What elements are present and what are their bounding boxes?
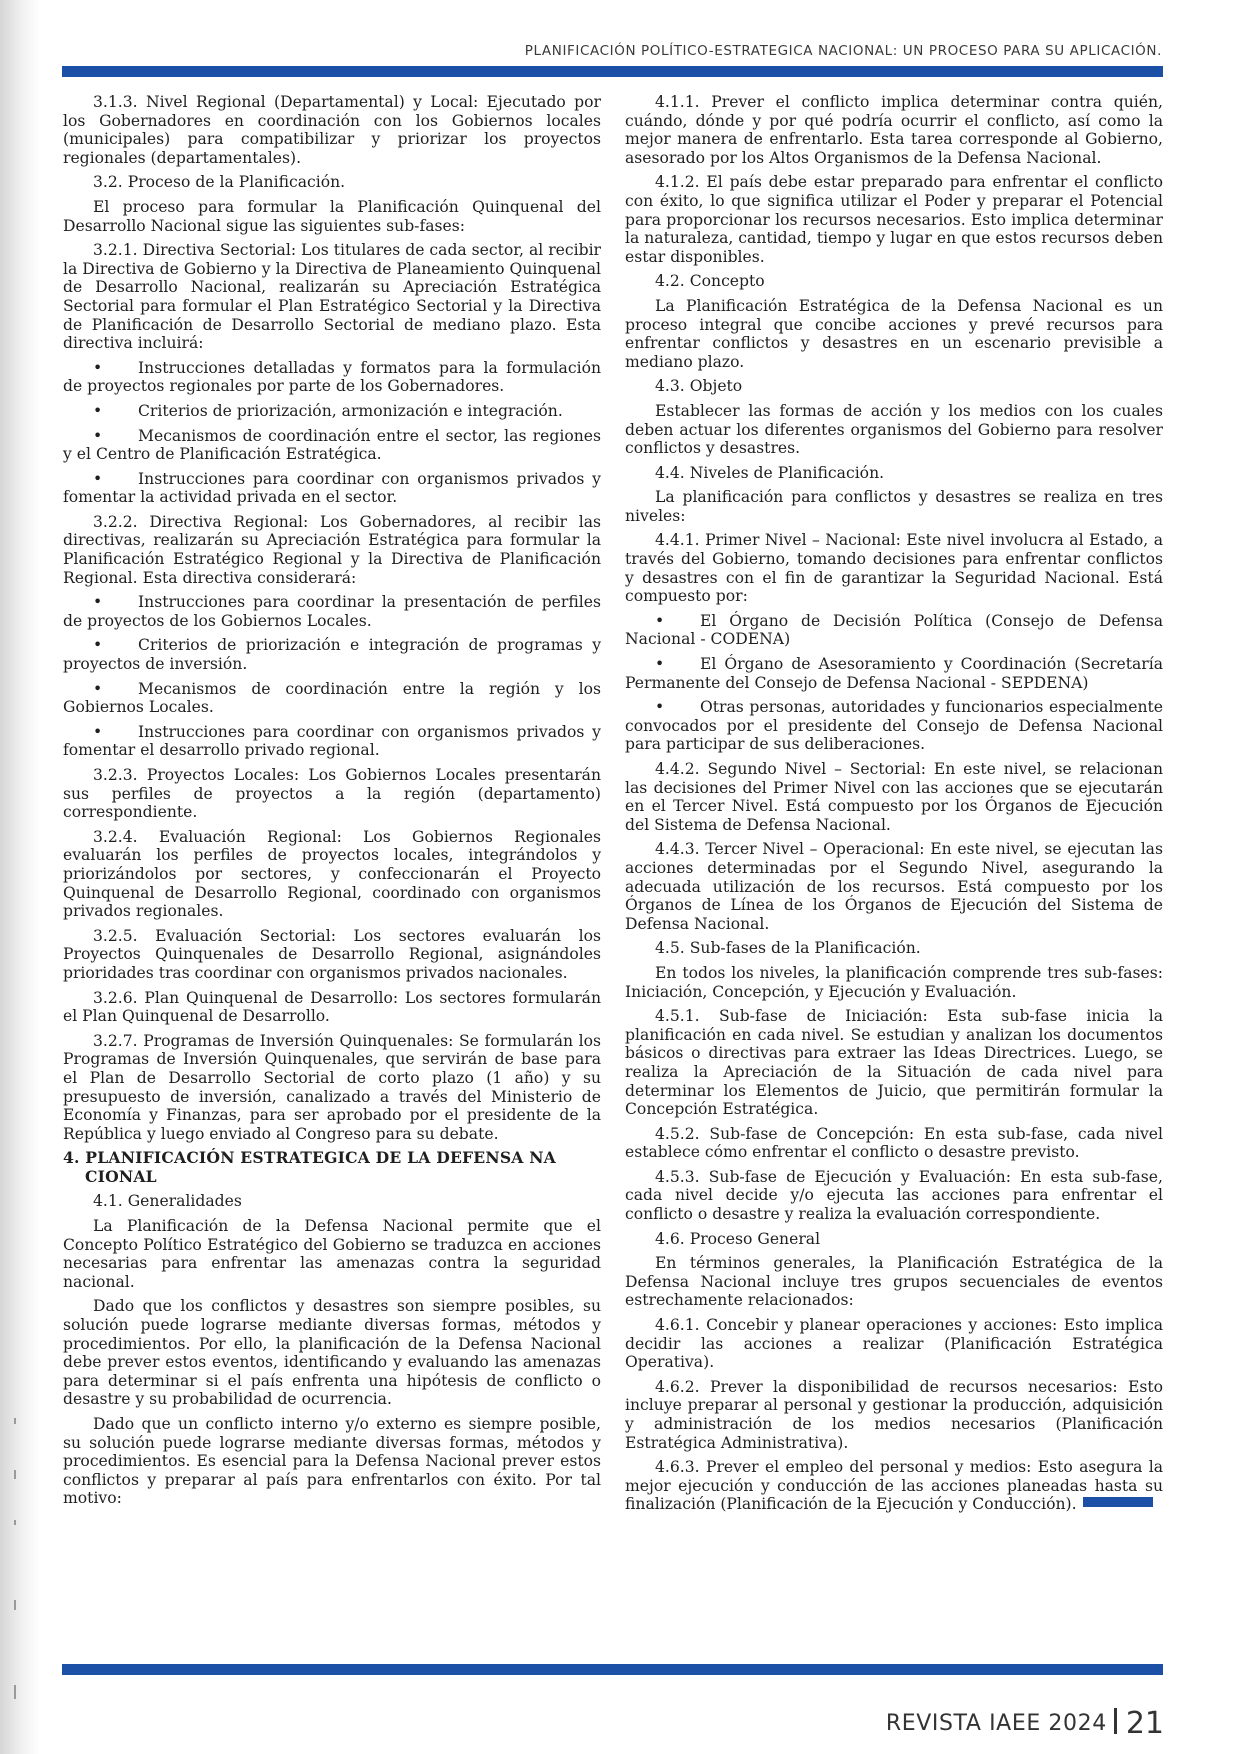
scan-mark (14, 1600, 16, 1610)
scan-mark (14, 1685, 16, 1699)
paragraph-4-1-2: 4.1.2. El país debe estar preparado para enfrentar el conflicto con éxito, lo que significa utilizar el Poder y preparar el Potencial para proporcionar los recursos necesarios. Esto implica determinar la naturaleza, cantidad, tiempo y lugar en que estos recursos deben estar disponibles. (625, 173, 1163, 266)
paragraph-3-2-1: 3.2.1. Directiva Sectorial: Los titulares de cada sector, al recibir la Directiva de Gobierno y la Directiva de Planeamiento Quinquenal de Desarrollo Nacional, realizarán su Apreciación Estratégica Sectorial para formular el Plan Estratégico Sectorial y la Directiva de Planificación de Desarrollo Sectorial de mediano plazo. Esta directiva incluirá: (63, 241, 602, 353)
list-item: • Otras personas, autoridades y funcionarios especialmente convocados por el presidente del Consejo de Defensa Nacional para participar de sus deliberaciones. (625, 698, 1163, 754)
page-footer (886, 1706, 1164, 1741)
list-item: • Criterios de priorización, armonización e integración. (63, 402, 601, 421)
list-item: • Instrucciones detalladas y formatos para la formulación de proyectos regionales por parte de los Gobernadores. (63, 358, 601, 396)
bullet-icon: • (655, 611, 665, 630)
running-header: PLANIFICACIÓN POLÍTICO-ESTRATEGICA NACIONAL: UN PROCESO PARA SU APLICACIÓN. (524, 43, 1162, 59)
scan-mark (14, 1520, 16, 1525)
scan-mark (14, 1418, 16, 1424)
bullet-icon: • (93, 636, 103, 655)
bullet-icon: • (93, 593, 103, 612)
right-column (625, 93, 1163, 1520)
subheading-4-2: 4.2. Concepto (655, 272, 765, 291)
paragraph-4-4-3: 4.4.3. Tercer Nivel – Operacional: En este nivel, se ejecutan las acciones determinadas por el Segundo Nivel, asegurando la adecuada utilización de los recursos. Está compuesto por los Órganos de Línea de los Órganos de Ejecución del Sistema de Defensa Nacional. (625, 840, 1163, 933)
bullet-icon: • (93, 469, 103, 488)
paragraph-4-1-a: La Planificación de la Defensa Nacional permite que el Concepto Político Estratégico del Gobierno se traduzca en acciones necesarias para enfrentar las amenazas contra la seguridad nacional. (63, 1217, 601, 1291)
paragraph-3-1-3: 3.1.3. Nivel Regional (Departamental) y Local: Ejecutado por los Gobernadores en coordinación con los Gobiernos locales (municipales) para compatibilizar y priorizar los proyectos regionales (departamentales). (63, 93, 601, 167)
subheading-3-2: 3.2. Proceso de la Planificación. (93, 173, 346, 192)
article-end-mark (1083, 1497, 1153, 1507)
bullet-icon: • (93, 722, 103, 741)
paragraph-3-2-3: 3.2.3. Proyectos Locales: Los Gobiernos Locales presentarán sus perfiles de proyectos a la región (departamento) correspondiente. (63, 766, 601, 822)
subheading-4-6: 4.6. Proceso General (655, 1229, 821, 1248)
scan-mark (14, 1470, 16, 1479)
paragraph-4-6: En términos generales, la Planificación Estratégica de la Defensa Nacional incluye tres grupos secuenciales de eventos estrechamente relacionados: (625, 1254, 1163, 1310)
page-number: 21 (1125, 1706, 1164, 1741)
subheading-4-1: 4.1. Generalidades (93, 1192, 242, 1211)
paragraph-4-1-1: 4.1.1. Prever el conflicto implica determinar contra quién, cuándo, dónde y por qué podría ocurrir el conflicto, así como la mejor manera de enfrentarlo. Esta tarea corresponde al Gobierno, asesorado por los Altos Organismos de la Defensa Nacional. (625, 93, 1163, 167)
bullet-icon: • (655, 698, 665, 717)
paragraph-4-4-2: 4.4.2. Segundo Nivel – Sectorial: En este nivel, se relacionan las decisiones del Primer Nivel con las acciones que se ejecutarán en el Tercer Nivel. Está compuesto por los Órganos de Ejecución del Sistema de Defensa Nacional. (625, 760, 1163, 834)
list-item: • Mecanismos de coordinación entre la región y los Gobiernos Locales. (63, 679, 601, 717)
paragraph-3-2-intro: El proceso para formular la Planificación Quinquenal del Desarrollo Nacional sigue las siguientes sub-fases: (63, 197, 601, 235)
left-column (63, 93, 601, 1514)
bullet-icon: • (655, 655, 665, 674)
paragraph-3-2-2: 3.2.2. Directiva Regional: Los Gobernadores, al recibir las directivas, realizarán su Apreciación Estratégica para formular la Planificación Estratégico Regional y la Directiva de Planificación Regional. Esta directiva considerará: (63, 512, 601, 587)
list-item: • El Órgano de Asesoramiento y Coordinación (Secretaría Permanente del Consejo de Defensa Nacional - SEPDENA) (625, 655, 1163, 692)
bullet-icon: • (93, 401, 103, 420)
subheading-4-3: 4.3. Objeto (655, 377, 743, 396)
paragraph-4-5-3: 4.5.3. Sub-fase de Ejecución y Evaluación: En esta sub-fase, cada nivel decide y/o ejecuta las acciones para enfrentar el conflicto o desastre y realiza la evaluación correspondiente. (625, 1167, 1163, 1224)
paragraph-4-4-1: 4.4.1. Primer Nivel – Nacional: Este nivel involucra al Estado, a través del Gobierno, tomando decisiones para enfrentar conflictos y desastres con el fin de garantizar la Seguridad Nacional. Está compuesto por: (625, 531, 1163, 606)
magazine-name: REVISTA IAEE 2024 (885, 1711, 1107, 1736)
paragraph-4-1-b: Dado que los conflictos y desastres son siempre posibles, su solución puede lograrse mediante diversas formas, métodos y procedimientos. Por ello, la planificación de la Defensa Nacional debe prever estos eventos, identificando y evaluando las amenazas para determinar si el país enfrenta una hipótesis de conflicto o desastre y su probabilidad de ocurrencia. (63, 1297, 601, 1409)
paragraph-4-5-1: 4.5.1. Sub-fase de Iniciación: Esta sub-fase inicia la planificación en cada nivel. Se estudian y analizan los documentos básicos o directivas para extraer las Ideas Directrices. Luego, se realiza la Apreciación de la Situación de cada nivel para determinar los Elementos de Juicio, que permitirán formular la Concepción Estratégica. (625, 1007, 1163, 1119)
footer-accent-bar (62, 1664, 1163, 1675)
paragraph-3-2-4: 3.2.4. Evaluación Regional: Los Gobiernos Regionales evaluarán los perfiles de proyectos locales, integrándolos y priorizándolos por sectores, y confeccionarán el Proyecto Quinquenal de Desarrollo Regional, coordinado con organismos privados regionales. (63, 827, 601, 921)
bullet-icon: • (93, 426, 103, 445)
paragraph-4-2: La Planificación Estratégica de la Defensa Nacional es un proceso integral que concibe acciones y prevé recursos para enfrentar conflictos y desastres en un escenario previsible a mediano plazo. (625, 296, 1163, 371)
subheading-4-4: 4.4. Niveles de Planificación. (655, 463, 885, 482)
paragraph-4-1-c: Dado que un conflicto interno y/o externo es siempre posible, su solución puede lograrse mediante diversas formas, métodos y procedimientos. Es esencial para la Defensa Nacional prever estos conflictos y preparar al país para enfrentarlos con éxito. Por tal motivo: (63, 1415, 601, 1508)
list-item: • Instrucciones para coordinar la presentación de perfiles de proyectos de los Gobiernos Locales. (63, 593, 601, 630)
paragraph-4-4: La planificación para conflictos y desastres se realiza en tres niveles: (625, 488, 1163, 525)
paragraph-4-3: Establecer las formas de acción y los medios con los cuales deben actuar los diferentes organismos del Gobierno para resolver conflictos y desastres. (625, 401, 1163, 458)
paragraph-3-2-5: 3.2.5. Evaluación Sectorial: Los sectores evaluarán los Proyectos Quinquenales de Desarrollo Regional, asignándoles prioridades tras coordinar con organismos privados nacionales. (63, 926, 601, 982)
header-accent-bar (62, 66, 1163, 77)
bullet-icon: • (93, 679, 103, 698)
paragraph-3-2-6: 3.2.6. Plan Quinquenal de Desarrollo: Los sectores formularán el Plan Quinquenal de Desarrollo. (63, 988, 601, 1026)
paragraph-4-6-1: 4.6.1. Concebir y planear operaciones y acciones: Esto implica decidir las acciones a realizar (Planificación Estratégica Operativa). (625, 1316, 1163, 1372)
list-item: • El Órgano de Decisión Política (Consejo de Defensa Nacional - CODENA) (625, 611, 1163, 649)
list-item: • Instrucciones para coordinar con organismos privados y fomentar el desarrollo privado regional. (63, 722, 601, 760)
section-heading-4: 4. PLANIFICACIÓN ESTRATEGICA DE LA DEFENSA NA CIONAL (63, 1148, 556, 1186)
list-item: • Criterios de priorización e integración de programas y proyectos de inversión. (63, 636, 601, 674)
bullet-icon: • (93, 358, 103, 377)
paragraph-3-2-7: 3.2.7. Programas de Inversión Quinquenales: Se formularán los Programas de Inversión Quinquenales, que servirán de base para el Plan de Desarrollo Sectorial de corto plazo (1 año) y su presupuesto de inversión, canalizado a través del Ministerio de Economía y Finanzas, para ser aprobado por el presidente de la República y luego enviado al Congreso para su debate. (63, 1031, 601, 1143)
paragraph-4-6-3: 4.6.3. Prever el empleo del personal y medios: Esto asegura la mejor ejecución y conducción de las acciones planeadas hasta su finalización (Planificación de la Ejecución y Conducción). (625, 1458, 1163, 1514)
paragraph-4-5-2: 4.5.2. Sub-fase de Concepción: En esta sub-fase, cada nivel establece cómo enfrentar el conflicto o desastre previsto. (625, 1124, 1163, 1162)
footer-separator (1114, 1708, 1117, 1734)
list-item: • Instrucciones para coordinar con organismos privados y fomentar la actividad privada en el sector. (63, 469, 601, 507)
subheading-4-5: 4.5. Sub-fases de la Planificación. (655, 939, 921, 958)
paragraph-4-6-2: 4.6.2. Prever la disponibilidad de recursos necesarios: Esto incluye preparar al personal y gestionar la producción, adquisición y administración de los medios necesarios (Planificación Estratégica Administrativa). (625, 1377, 1163, 1452)
paragraph-4-5: En todos los niveles, la planificación comprende tres sub-fases: Iniciación, Concepción, y Ejecución y Evaluación. (625, 963, 1163, 1001)
list-item: • Mecanismos de coordinación entre el sector, las regiones y el Centro de Planificación Estratégica. (63, 426, 601, 464)
scan-edge-shadow (0, 0, 40, 1754)
